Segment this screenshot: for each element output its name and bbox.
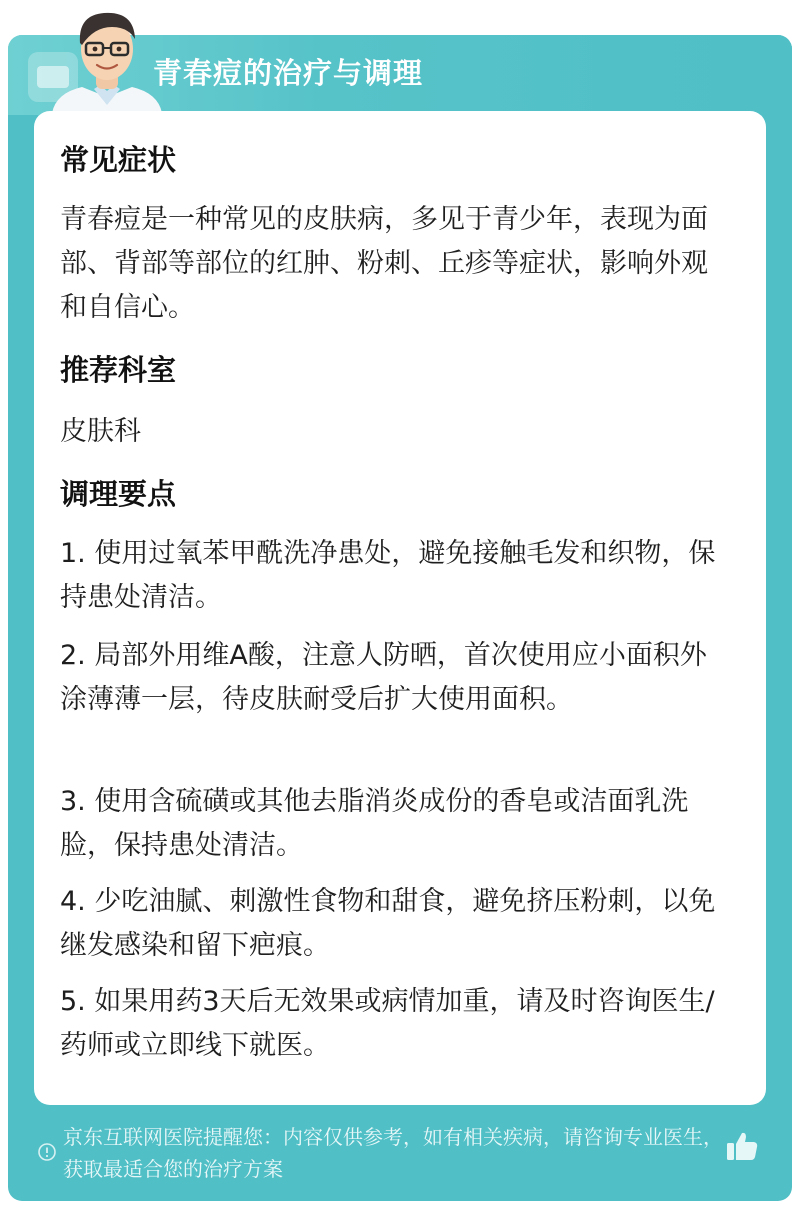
care-item-3: 3. 使用含硫磺或其他去脂消炎成份的香皂或洁面乳洗脸，保持患处清洁。 [60,786,689,861]
symptoms-text: 青春痘是一种常见的皮肤病，多见于青少年，表现为面部、背部等部位的红肿、粉刺、丘疹等症状，影响外观和自信心。 [60,204,708,323]
care-item-5: 5. 如果用药3天后无效果或病情加重，请及时咨询医生/药师或立即线下就医。 [60,986,715,1061]
symptoms-heading: 常见症状 [60,143,177,177]
footer-notice: 京东互联网医院提醒您：内容仅供参考，如有相关疾病，请咨询专业医生，获取最适合您的治疗方案 [63,1125,723,1181]
care-item-4: 4. 少吃油腻、刺激性食物和甜食，避免挤压粉刺，以免继发感染和留下疤痕。 [60,886,716,961]
department-heading: 推荐科室 [60,353,177,387]
care-heading: 调理要点 [60,477,177,511]
info-icon [37,1142,57,1162]
care-item-2: 2. 局部外用维A酸，注意人防晒，首次使用应小面积外涂薄薄一层，待皮肤耐受后扩大使用面积。 [60,640,707,715]
department-text: 皮肤科 [60,416,141,447]
thumbs-up-icon[interactable] [724,1128,760,1164]
page-title: 青春痘的治疗与调理 [153,56,424,90]
care-item-1: 1. 使用过氧苯甲酰洗净患处，避免接触毛发和织物，保持患处清洁。 [60,538,716,613]
